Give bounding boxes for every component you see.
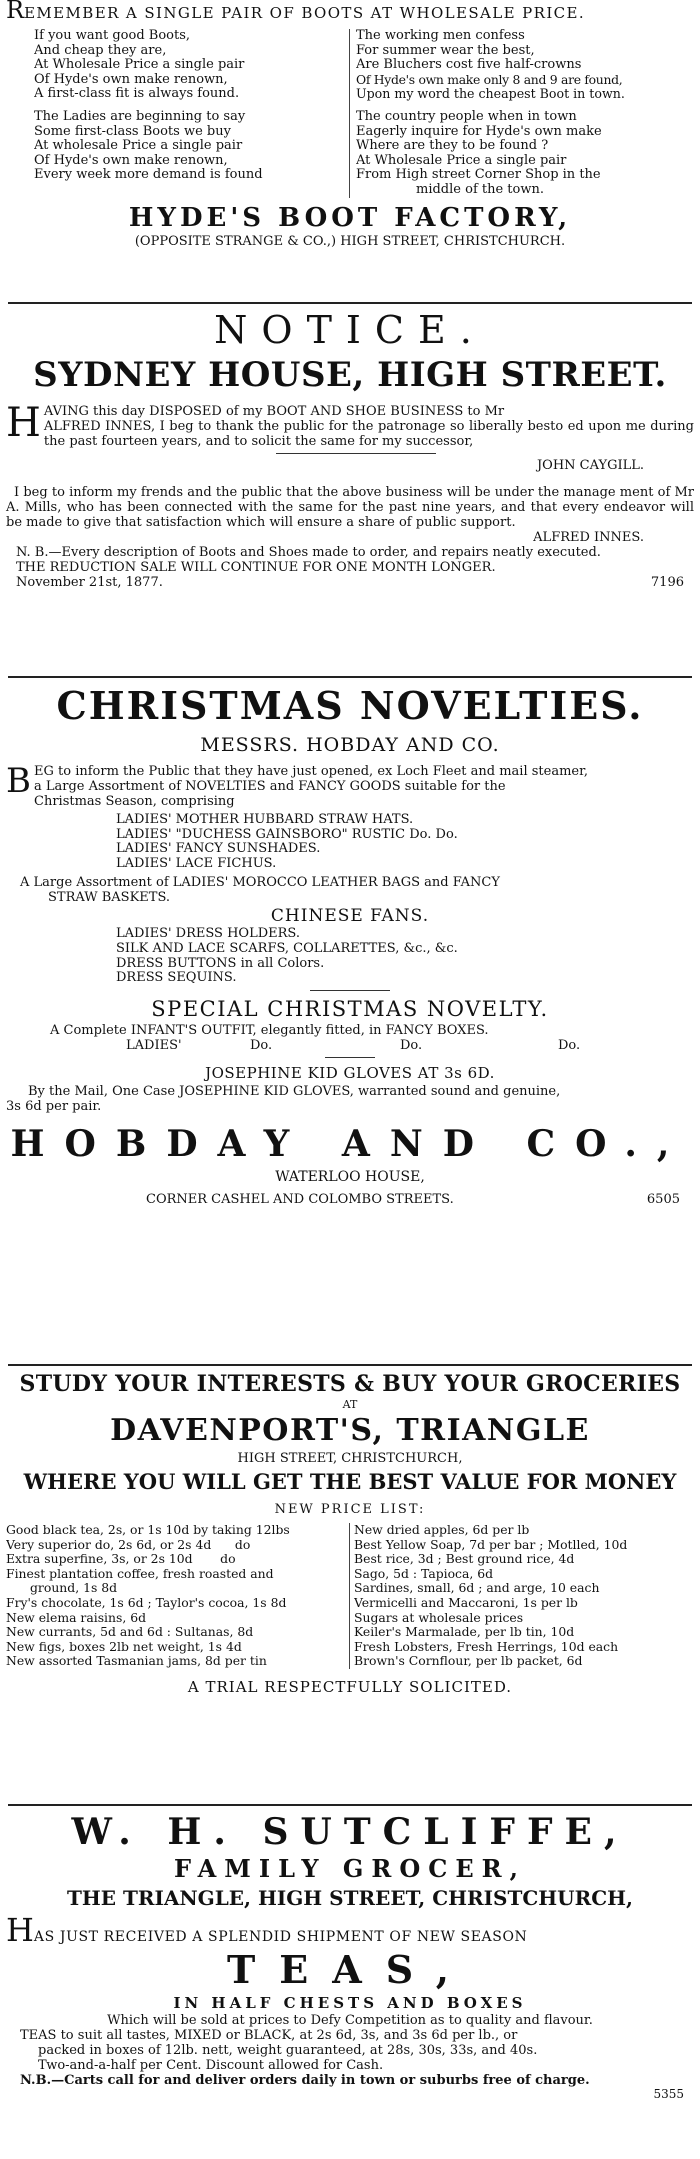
xmas-house: WATERLOO HOUSE,: [275, 1168, 425, 1185]
notice-p1-line1: AVING this day DISPOSED of my BOOT AND SHOE BUSINESS to Mr: [43, 404, 505, 419]
notice-dropcap: H: [6, 400, 41, 446]
price-item: ground, 1s 8d: [30, 1581, 118, 1596]
notice-sale: THE REDUCTION SALE WILL CONTINUE FOR ONE MONTH LONGER.: [16, 560, 496, 575]
xmas-dropcap: B: [6, 761, 31, 801]
poem-line: At Wholesale Price a single pair: [34, 58, 245, 73]
price-item: New elema raisins, 6d: [6, 1610, 147, 1625]
xmas-intro-line2: a Large Assortment of NOVELTIES and FANCY GOODS suitable for the: [34, 779, 506, 794]
poem-line: If you want good Boots,: [34, 29, 191, 43]
price-item: Brown's Cornflour, per lb packet, 6d: [354, 1654, 583, 1669]
poem-line: For summer wear the best,: [356, 43, 535, 58]
poem-line: Some first-class Boots we buy: [34, 124, 231, 139]
xmas-intro: [6, 761, 694, 809]
divider: [8, 676, 692, 678]
sutcliffe-teas-line1: TEAS to suit all tastes, MIXED or BLACK, at 2s 6d, 3s, and 3s 6d per lb., or: [20, 2028, 518, 2043]
xmas-intro-line3: Christmas Season, comprising: [34, 794, 235, 809]
divider: [8, 302, 692, 304]
price-item: Vermicelli and Maccaroni, 1s per lb: [354, 1595, 578, 1610]
hyde-heading-initial: R: [6, 0, 25, 24]
sutcliffe-ref: 5355: [653, 2087, 684, 2101]
davenport-value: WHERE YOU WILL GET THE BEST VALUE FOR MONEY: [23, 1469, 677, 1494]
xmas-ref: 6505: [646, 1191, 680, 1207]
poem-line: A first-class fit is always found.: [34, 87, 240, 102]
sutcliffe-address: THE TRIANGLE, HIGH STREET, CHRISTCHURCH,: [67, 1886, 633, 1910]
price-list-left: [6, 1523, 350, 1669]
notice-title: NOTICE.: [214, 308, 486, 352]
sutcliffe-teas: TEAS,: [226, 1947, 474, 1992]
price-item: Sago, 5d : Tapioca, 6d: [354, 1566, 494, 1581]
poem-line: middle of the town.: [416, 182, 544, 197]
poem-line: Of Hyde's own make renown,: [34, 72, 228, 87]
price-item: Extra superfine, 3s, or 2s 10d do: [6, 1552, 236, 1567]
outfit-ladies: LADIES': [126, 1037, 182, 1053]
sutcliffe-trade: FAMILY GROCER,: [174, 1854, 526, 1883]
price-item: New figs, boxes 2lb net weight, 1s 4d: [6, 1639, 242, 1654]
hyde-heading: [6, 0, 694, 23]
xmas-outfit-line1: A Complete INFANT'S OUTFIT, elegantly fitted, in FANCY BOXES.: [50, 1022, 489, 1038]
davenport-list-title: NEW PRICE LIST:: [274, 1502, 426, 1517]
sutcliffe-received: [6, 1911, 694, 1949]
sutcliffe-received-text: AS JUST RECEIVED A SPLENDID SHIPMENT OF NEW SEASON: [33, 1929, 528, 1945]
xmas-fans: CHINESE FANS.: [270, 906, 430, 927]
divider: [325, 1057, 375, 1058]
notice-ref: 7196: [650, 575, 684, 590]
poem-line: Of Hyde's own make only 8 and 9 are found,: [356, 72, 623, 87]
poem-line: At wholesale Price a single pair: [34, 139, 243, 154]
sutcliffe-name: W. H. SUTCLIFFE,: [71, 1811, 629, 1853]
price-list-right: [350, 1523, 694, 1669]
price-item: New dried apples, 6d per lb: [354, 1523, 530, 1537]
hyde-left-poem: [6, 29, 350, 198]
sutcliffe-dropcap: H: [6, 1911, 34, 1949]
sutcliffe-advertisement: [0, 1810, 700, 2101]
poem-line: Upon my word the cheapest Boot in town.: [356, 87, 625, 102]
xmas-intro-line1: EG to inform the Public that they have just opened, ex Loch Fleet and mail steamer,: [34, 764, 589, 779]
notice-footer: [6, 575, 694, 590]
price-item: Fresh Lobsters, Fresh Herrings, 10d each: [354, 1639, 619, 1654]
list-item: LADIES' MOTHER HUBBARD STRAW HATS.: [116, 813, 414, 827]
list-item: LADIES' "DUCHESS GAINSBORO" RUSTIC Do. Do.: [116, 827, 458, 842]
xmas-bags-line1: A Large Assortment of LADIES' MOROCCO LEATHER BAGS and FANCY: [20, 875, 500, 891]
price-item: Finest plantation coffee, fresh roasted and: [6, 1566, 274, 1581]
price-list: [6, 1523, 694, 1669]
xmas-firm: MESSRS. HOBDAY AND CO.: [200, 734, 500, 756]
notice-paragraph-2: I beg to inform my frends and the public that the above business will be under the manage ment of Mr A. Mills, who has been connected with the same for the past nine years, and that every endeavor will be made to give that satisfaction which will ensure a share of public support.: [6, 485, 694, 530]
notice-p1-rest: ALFRED INNES, I beg to thank the public for the patronage so liberally besto ed upon me during the past fourteen years, and to solicit the same for my successor,: [43, 419, 694, 449]
poem-line: The country people when in town: [356, 109, 577, 124]
price-item: Sugars at wholesale prices: [354, 1610, 524, 1625]
xmas-special: SPECIAL CHRISTMAS NOVELTY.: [151, 996, 549, 1021]
divider: [310, 990, 390, 991]
davenport-name: DAVENPORT'S, TRIANGLE: [110, 1413, 590, 1448]
divider: [8, 1364, 692, 1366]
hyde-advertisement: [0, 0, 700, 250]
poem-line: The Ladies are beginning to say: [34, 109, 246, 124]
xmas-title: CHRISTMAS NOVELTIES.: [56, 683, 644, 728]
divider: [276, 453, 436, 454]
hyde-heading-text: EMEMBER A SINGLE PAIR OF BOOTS AT WHOLESALE PRICE.: [24, 4, 586, 22]
price-item: New assorted Tasmanian jams, 8d per tin: [6, 1654, 267, 1669]
price-item: Fry's chocolate, 1s 6d ; Taylor's cocoa, 1s 8d: [6, 1595, 287, 1610]
davenport-at: AT: [342, 1398, 358, 1411]
notice-subtitle: SYDNEY HOUSE, HIGH STREET.: [33, 355, 667, 395]
notice-date: November 21st, 1877.: [16, 575, 163, 590]
xmas-items-1: [6, 813, 694, 871]
poem-line: From High street Corner Shop in the: [356, 168, 601, 183]
price-item: Best Yellow Soap, 7d per bar ; Motlled, 10d: [354, 1537, 628, 1552]
xmas-mail-line2: 3s 6d per pair.: [6, 1098, 102, 1114]
price-item: Sardines, small, 6d ; and arge, 10 each: [354, 1581, 600, 1596]
outfit-do: Do.: [400, 1037, 423, 1053]
davenport-headline: STUDY YOUR INTERESTS & BUY YOUR GROCERIES: [19, 1371, 681, 1397]
notice-advertisement: [0, 306, 700, 590]
price-item: Best rice, 3d ; Best ground rice, 4d: [354, 1552, 575, 1567]
outfit-do: Do.: [250, 1037, 273, 1053]
hyde-title: HYDE'S BOOT FACTORY,: [128, 202, 572, 233]
poem-line: Every week more demand is found: [34, 168, 263, 183]
sutcliffe-chests: IN HALF CHESTS AND BOXES: [173, 1994, 527, 2012]
sutcliffe-teas-line3: Two-and-a-half per Cent. Discount allowed for Cash.: [38, 2058, 384, 2073]
sutcliffe-sold: Which will be sold at prices to Defy Competition as to quality and flavour.: [107, 2013, 593, 2028]
notice-nb: N. B.—Every description of Boots and Shoes made to order, and repairs neatly executed.: [16, 545, 601, 560]
hyde-right-poem: [350, 29, 694, 198]
poem-line: Of Hyde's own make renown,: [34, 153, 228, 168]
davenport-address: HIGH STREET, CHRISTCHURCH,: [237, 1451, 463, 1466]
xmas-outfit-line2: [6, 1038, 694, 1053]
price-item: Very superior do, 2s 6d, or 2s 4d do: [6, 1537, 251, 1552]
xmas-corner-row: [6, 1192, 694, 1207]
xmas-corner: CORNER CASHEL AND COLOMBO STREETS.: [146, 1191, 454, 1207]
hyde-poem-columns: [6, 29, 694, 198]
davenport-trial: A TRIAL RESPECTFULLY SOLICITED.: [187, 1677, 513, 1696]
xmas-bags-line2: STRAW BASKETS.: [48, 890, 171, 906]
list-item: LADIES' LACE FICHUS.: [116, 856, 277, 871]
xmas-gloves: JOSEPHINE KID GLOVES AT 3s 6D.: [205, 1063, 495, 1082]
poem-line: And cheap they are,: [34, 43, 167, 58]
poem-line: Are Bluchers cost five half-crowns: [356, 58, 582, 73]
xmas-footer: HOBDAY AND CO.,: [10, 1122, 690, 1165]
outfit-do: Do.: [558, 1037, 581, 1053]
divider: [8, 1804, 692, 1806]
notice-signature-2: ALFRED INNES.: [533, 530, 644, 545]
poem-line: Eagerly inquire for Hyde's own make: [356, 124, 602, 139]
xmas-mail-line1: By the Mail, One Case JOSEPHINE KID GLOVES, warranted sound and genuine,: [28, 1083, 561, 1099]
notice-signature-1: JOHN CAYGILL.: [536, 458, 644, 473]
davenport-advertisement: [0, 1370, 700, 1697]
list-item: LADIES' DRESS HOLDERS.: [116, 927, 300, 942]
xmas-advertisement: [0, 682, 700, 1207]
price-item: Good black tea, 2s, or 1s 10d by taking 12lbs: [6, 1523, 290, 1537]
hyde-address: (OPPOSITE STRANGE & CO.,) HIGH STREET, CHRISTCHURCH.: [134, 233, 566, 249]
price-item: New currants, 5d and 6d : Sultanas, 8d: [6, 1625, 254, 1640]
list-item: LADIES' FANCY SUNSHADES.: [116, 842, 321, 857]
price-item: Keiler's Marmalade, per lb tin, 10d: [354, 1625, 575, 1640]
poem-line: The working men confess: [356, 29, 525, 43]
sutcliffe-teas-line2: packed in boxes of 12lb. nett, weight guaranteed, at 28s, 30s, 33s, and 40s.: [38, 2043, 538, 2058]
poem-line: At Wholesale Price a single pair: [356, 153, 567, 168]
list-item: DRESS BUTTONS in all Colors.: [116, 956, 325, 971]
xmas-items-2: [6, 927, 694, 985]
notice-paragraph-1: [6, 400, 694, 449]
list-item: DRESS SEQUINS.: [116, 971, 237, 986]
poem-line: Where are they to be found ?: [356, 139, 549, 154]
sutcliffe-nb: N.B.—Carts call for and deliver orders daily in town or suburbs free of charge.: [20, 2073, 590, 2088]
list-item: SILK AND LACE SCARFS, COLLARETTES, &c., &c.: [116, 941, 458, 956]
